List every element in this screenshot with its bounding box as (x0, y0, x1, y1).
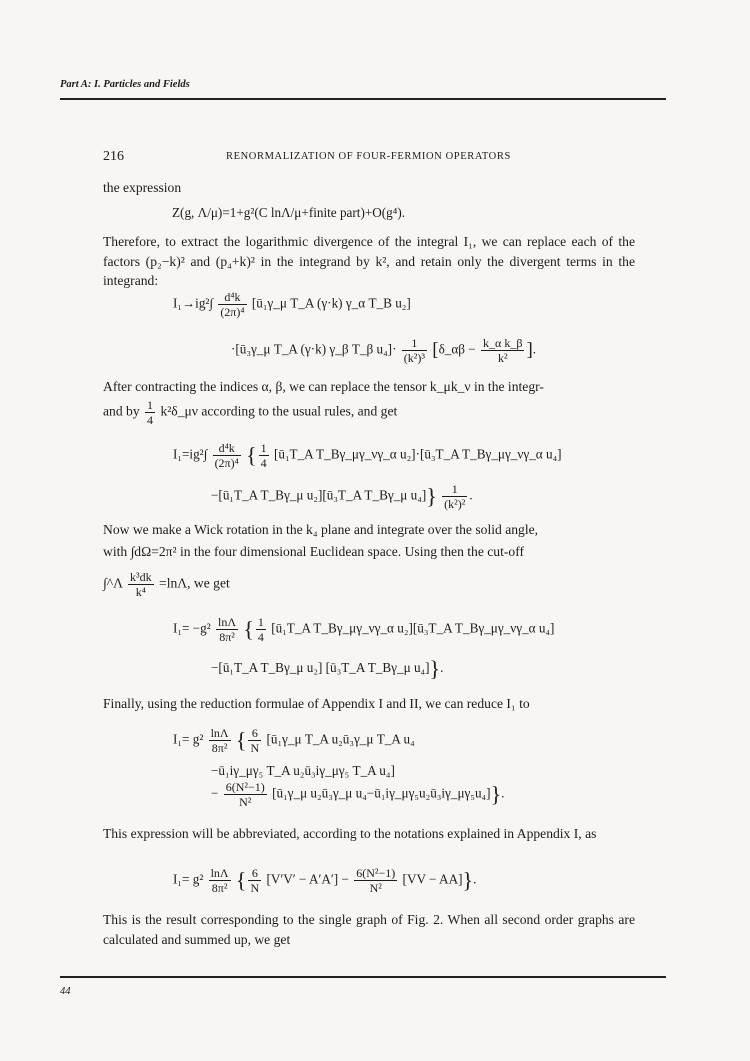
equation-5: I₁= g² $\frac{\ln\Lambda}{\text{8π²}}$ { $\frac{6}{N}$ [V′V′ − A′A′] − $\frac{\text{6(N²−1)}}{\text{N²}}$ [VV − AA]}. (173, 866, 477, 895)
equation-4-line-3: − $\frac{\text{6(N²−1)}}{\text{N²}}$ [ū₁γ_μ u₂ū₃γ_μ u₄−ū₁iγ_μγ₅u₂ū₃iγ_μγ₅u₄]}. (211, 780, 505, 809)
equation-3-line-2: −[ū₁T_A T_Bγ_μ u₂] [ū₃T_A T_Bγ_μ u₄]}. (211, 656, 444, 681)
header-rule (60, 98, 666, 100)
eq1-lhs: I₁→ig²∫ (173, 295, 214, 311)
equation-2-line-1: I₁=ig²∫ $\frac{\text{d⁴k}}{\text{(2π)⁴}}$ { $\frac{1}{4}$ [ū₁T_A T_Bγ_μγ_νγ_α u₂]·[ū₃T_A T_Bγ_μγ_νγ_α u₄] (173, 441, 562, 470)
paragraph-4-line-3: ∫^Λ $\frac{\text{k³dk}}{\text{k⁴}}$ =lnΛ, we get (103, 570, 230, 599)
paragraph-3-line-2: and by $\frac{1}{4}$ k²δ_μν according to the usual rules, and get (103, 398, 398, 427)
equation-1-line-1 (173, 290, 411, 319)
paragraph-4-line-1: Now we make a Wick rotation in the k₄ plane and integrate over the solid angle, (103, 522, 539, 537)
eq1-fraction: $\frac{\text{d⁴k}}{\text{(2π)⁴}}$ (220, 290, 245, 319)
footer-page-number: 44 (60, 986, 71, 997)
equation-2-line-2: −[ū₁T_A T_Bγ_μ u₂][ū₃T_A T_Bγ_μ u₄]} $\frac{1}{\text{(k²)²}}$ . (211, 482, 473, 511)
equation-3-line-1: I₁= −g² $\frac{\ln\Lambda}{\text{8π²}}$ { $\frac{1}{4}$ [ū₁T_A T_Bγ_μγ_νγ_α u₂][ū₃T_A T_Bγ_μγ_νγ_α u₄] (173, 615, 555, 644)
eq1-body: [ū₁γ_μ T_A (γ·k) γ_α T_B u₂] (251, 295, 411, 311)
page-number: 216 (103, 149, 124, 164)
paragraph-3-line-1: After contracting the indices α, β, we can replace the tensor k_μk_ν in the integr- (103, 379, 544, 394)
equation-1-line-2: ·[ū₃γ_μ T_A (γ·k) γ_β T_β u₄]· $\frac{1}{\text{(k²)³}}$ [δ_αβ − $\frac{\text{k\_α k\_β}}{\text{k²}}$ ]. (231, 336, 537, 365)
footer-rule (60, 976, 666, 978)
running-title: RENORMALIZATION OF FOUR-FERMION OPERATORS (226, 151, 511, 162)
paragraph-7: This is the result corresponding to the single graph of Fig. 2. When all second order graphs are calculated and summed up, we get (103, 912, 635, 947)
paragraph-4-line-2: with ∫dΩ=2π² in the four dimensional Euclidean space. Using then the cut-off (103, 544, 525, 559)
paragraph-6: This expression will be abbreviated, according to the notations explained in Appendix I, as (103, 826, 597, 841)
paragraph-5: Finally, using the reduction formulae of Appendix I and II, we can reduce I₁ to (103, 696, 530, 711)
equation-4-line-1: I₁= g² $\frac{\ln\Lambda}{\text{8π²}}$ { $\frac{6}{N}$ [ū₁γ_μ T_A u₂ū₃γ_μ T_A u₄ (173, 726, 415, 755)
equation-4-line-2: −ū₁iγ_μγ₅ T_A u₂ū₃iγ_μγ₅ T_A u₄] (211, 763, 395, 778)
part-label: Part A: I. Particles and Fields (60, 79, 190, 90)
paragraph-1: the expression (103, 180, 182, 195)
paragraph-2: Therefore, to extract the logarithmic divergence of the integral I₁, we can replace each of the factors (p₂−k)² and (p₄+k)² in the integrand by k², and retain only the divergent terms in the integrand: (103, 234, 635, 289)
equation-z: Z(g, Λ/μ)=1+g²(C lnΛ/μ+finite part)+O(g⁴). (172, 205, 406, 220)
